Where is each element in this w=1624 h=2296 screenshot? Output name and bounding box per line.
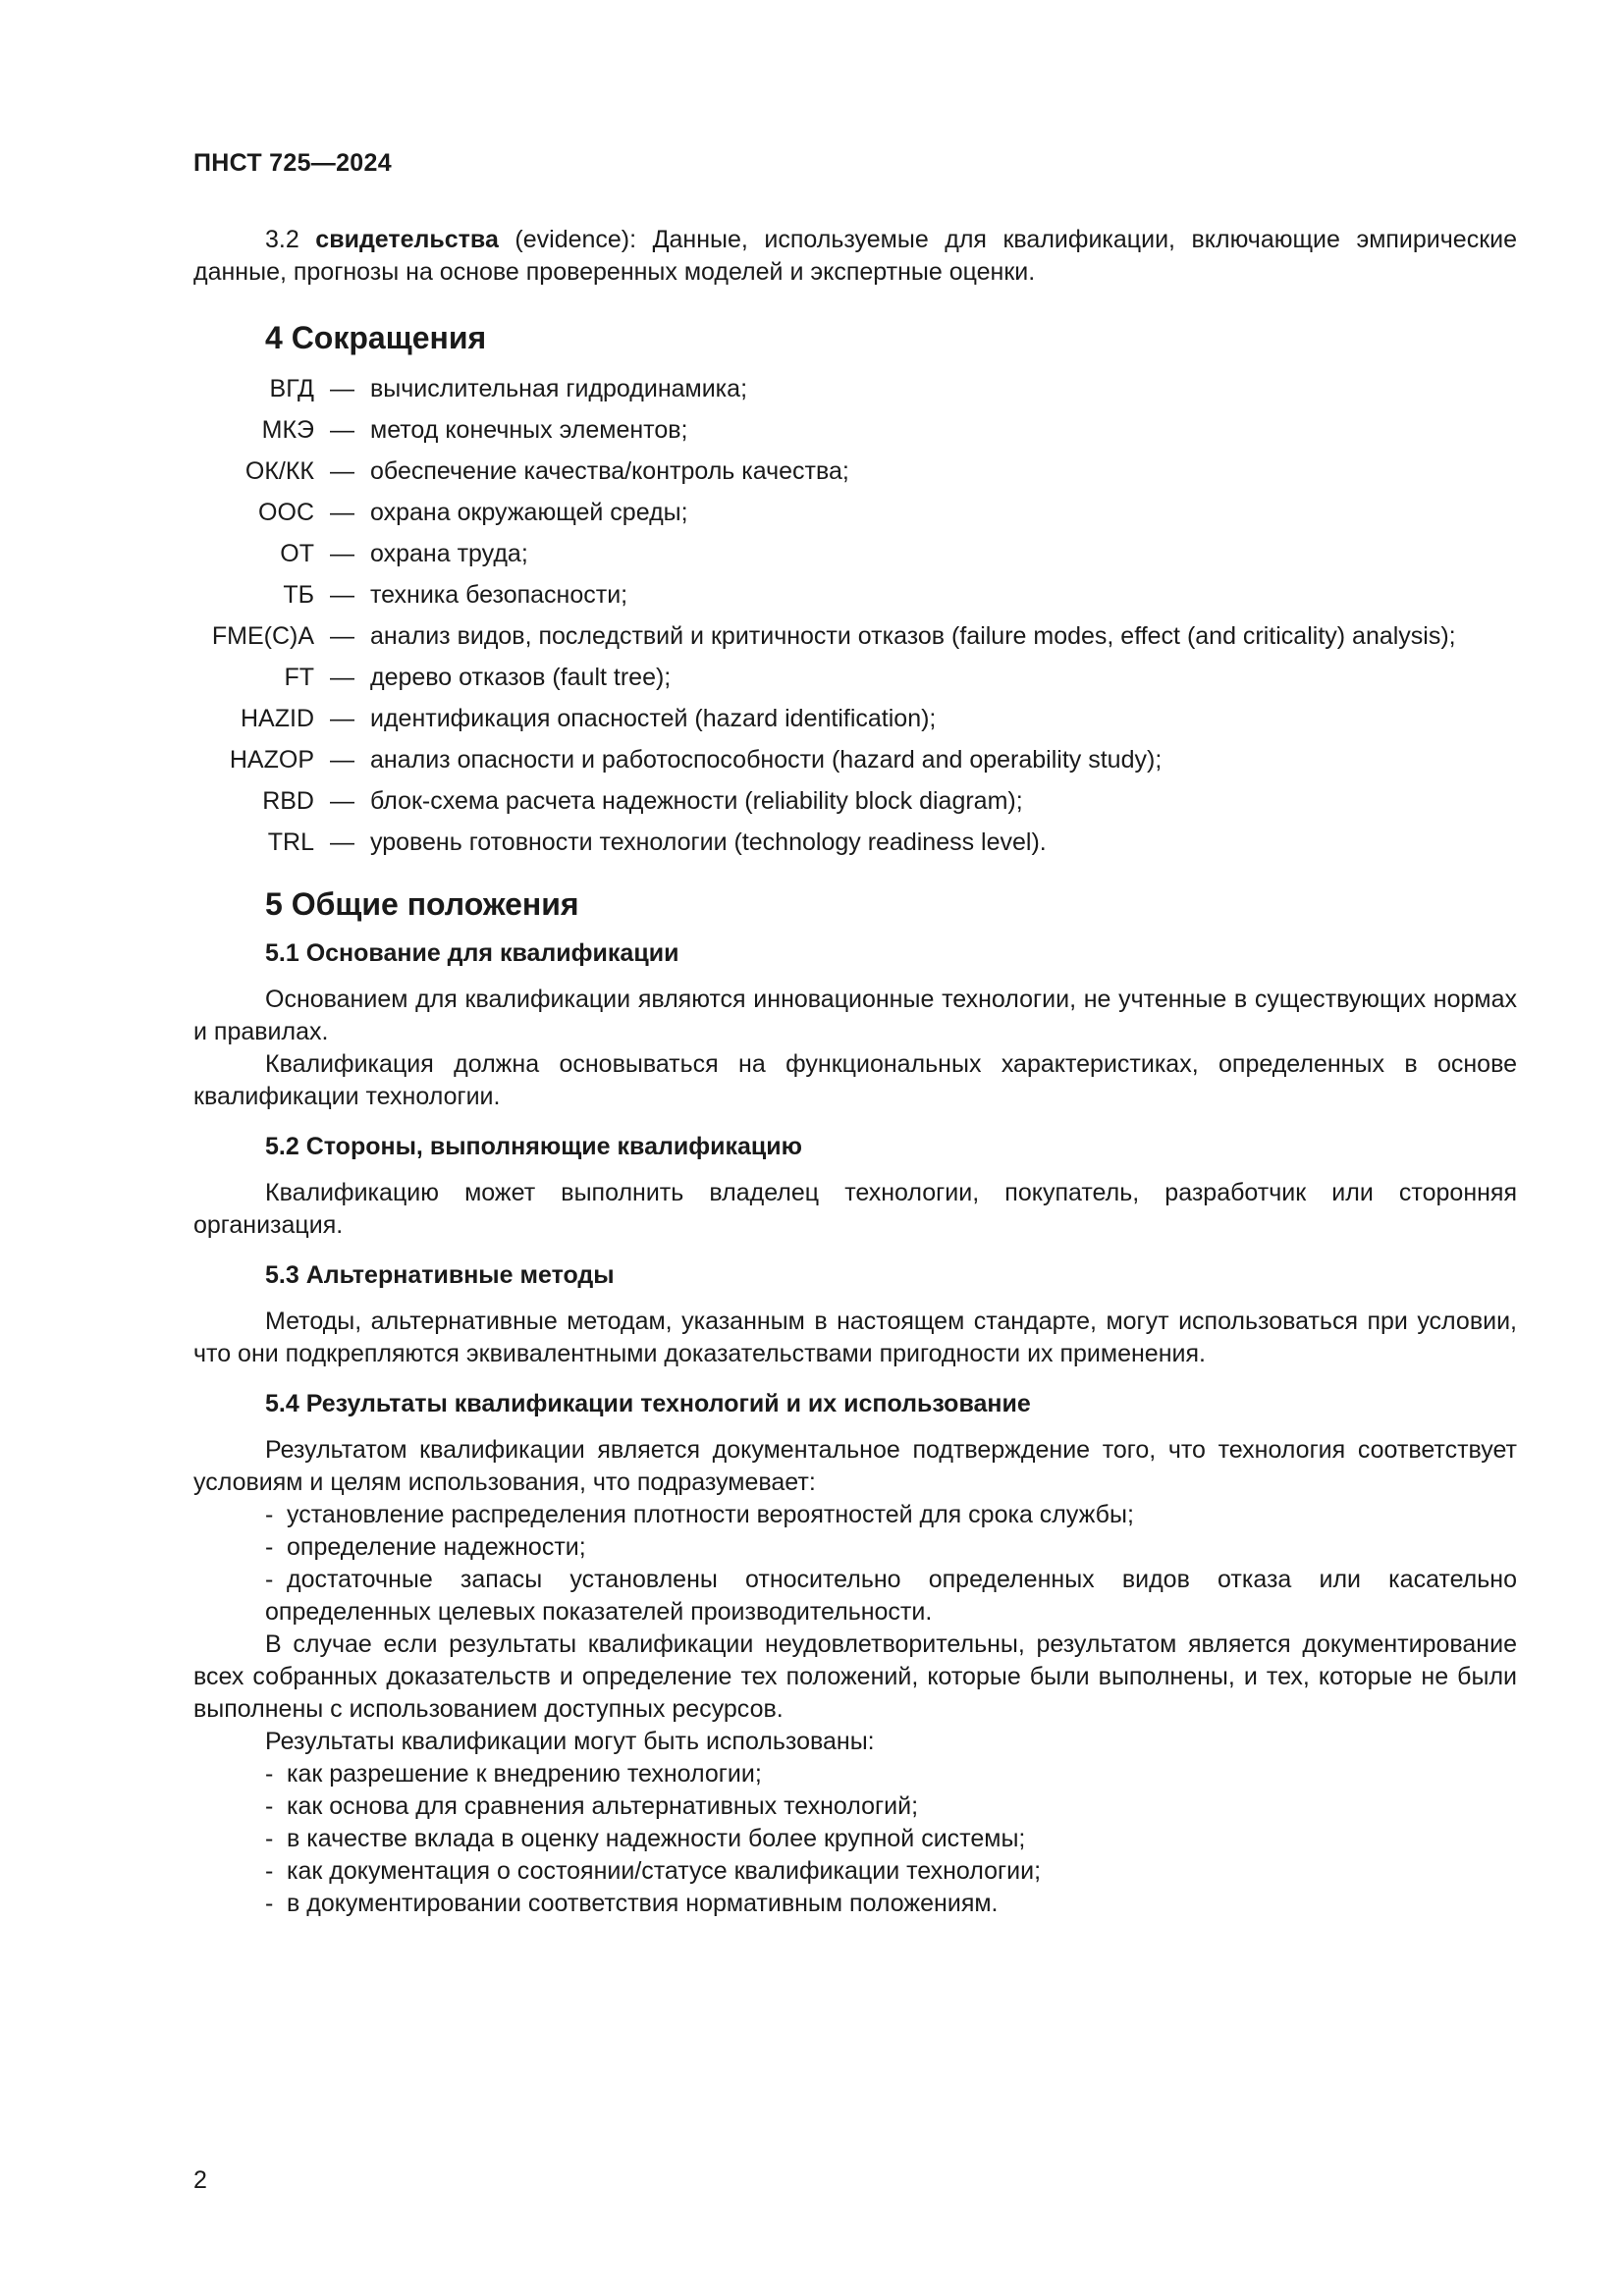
abbreviation-definition: дерево отказов (fault tree);	[370, 664, 672, 691]
list-item	[193, 1758, 1517, 1790]
list-item	[193, 1499, 1517, 1531]
abbreviation-dash: —	[330, 622, 354, 650]
list-item-text: в качестве вклада в оценку надежности более крупной системы;	[287, 1825, 1026, 1852]
list-item-text: как документация о состоянии/статусе квалификации технологии;	[287, 1857, 1042, 1885]
list-item-text: в документировании соответствия нормативным положениям.	[287, 1890, 999, 1917]
abbreviation-term: ОТ	[280, 540, 314, 567]
abbreviation-dash: —	[330, 416, 354, 444]
list-item	[193, 1888, 1517, 1920]
abbreviation-row	[193, 414, 1517, 447]
page-number: 2	[193, 2166, 207, 2194]
list-item-text: как разрешение к внедрению технологии;	[287, 1760, 762, 1788]
abbreviation-row	[193, 785, 1517, 818]
abbreviation-row	[193, 662, 1517, 694]
abbreviation-term: FT	[284, 664, 314, 691]
section-5-4-title: 5.4 Результаты квалификации технологий и их использование	[265, 1390, 1031, 1417]
bullet-marker: -	[265, 1890, 274, 1917]
abbreviation-dash: —	[330, 540, 354, 567]
abbreviation-row	[193, 827, 1517, 859]
document-header: ПНСТ 725—2024	[193, 149, 392, 177]
section-5-4-para-2: В случае если результаты квалификации неудовлетворительны, результатом является документирование всех собранных доказательств и определение тех положений, которые были выполнены, и тех, которые не были выполнены с использованием доступных ресурсов.	[193, 1630, 1517, 1723]
section-5-4-para-3: Результаты квалификации могут быть использованы:	[265, 1728, 875, 1755]
section-5-1-title: 5.1 Основание для квалификации	[265, 939, 679, 967]
abbreviation-definition: обеспечение качества/контроль качества;	[370, 457, 849, 485]
abbreviation-term: TRL	[267, 828, 314, 856]
section-5-4-bullets-1	[193, 1499, 1517, 1629]
abbreviation-dash: —	[330, 705, 354, 732]
abbreviation-term: RBD	[262, 787, 314, 815]
abbreviation-dash: —	[330, 581, 354, 609]
section-5-4-para-1: Результатом квалификации является документальное подтверждение того, что технология соответствует условиям и целям использования, что подразумевает:	[193, 1436, 1517, 1496]
abbreviation-dash: —	[330, 457, 354, 485]
abbreviation-definition: блок-схема расчета надежности (reliability block diagram);	[370, 787, 1023, 815]
section-5-2-title: 5.2 Стороны, выполняющие квалификацию	[265, 1133, 802, 1160]
bullet-marker: -	[265, 1825, 274, 1852]
bullet-marker: -	[265, 1533, 274, 1561]
abbreviation-definition: анализ опасности и работоспособности (hazard and operability study);	[370, 746, 1163, 774]
abbreviation-row	[193, 620, 1517, 653]
definition-term: свидетельства	[315, 226, 499, 253]
list-item-text: определение надежности;	[287, 1533, 586, 1561]
abbreviation-row	[193, 455, 1517, 488]
abbreviation-term: ТБ	[283, 581, 314, 609]
abbreviation-term: HAZID	[241, 705, 314, 732]
list-item	[193, 1564, 1517, 1629]
bullet-marker: -	[265, 1792, 274, 1820]
abbreviation-row	[193, 497, 1517, 529]
section-4-title: 4 Сокращения	[265, 320, 487, 355]
abbreviation-definition: охрана труда;	[370, 540, 528, 567]
section-5-title: 5 Общие положения	[265, 886, 579, 922]
section-5-2-para-1: Квалификацию может выполнить владелец технологии, покупатель, разработчик или сторонняя организация.	[193, 1179, 1517, 1239]
list-item	[193, 1823, 1517, 1855]
abbreviation-dash: —	[330, 828, 354, 856]
bullet-marker: -	[265, 1566, 274, 1593]
bullet-marker: -	[265, 1857, 274, 1885]
list-item-text: достаточные запасы установлены относительно определенных видов отказа или касательно определенных целевых показателей производительности.	[265, 1566, 1517, 1626]
abbreviation-row	[193, 579, 1517, 612]
abbreviation-dash: —	[330, 375, 354, 402]
page-content	[193, 224, 1517, 1920]
bullet-marker: -	[265, 1501, 274, 1528]
section-5-3-para-1: Методы, альтернативные методам, указанным в настоящем стандарте, могут использоваться при условии, что они подкрепляются эквивалентными доказательствами пригодности их применения.	[193, 1308, 1517, 1367]
abbreviation-definition: вычислительная гидродинамика;	[370, 375, 748, 402]
abbreviation-definition: охрана окружающей среды;	[370, 499, 688, 526]
abbreviation-row	[193, 538, 1517, 570]
abbreviation-term: ВГД	[269, 375, 314, 402]
section-5-1-para-1: Основанием для квалификации являются инновационные технологии, не учтенные в существующих нормах и правилах.	[193, 986, 1517, 1045]
list-item-text: как основа для сравнения альтернативных технологий;	[287, 1792, 919, 1820]
bullet-marker: -	[265, 1760, 274, 1788]
abbreviation-definition: идентификация опасностей (hazard identification);	[370, 705, 937, 732]
abbreviation-dash: —	[330, 499, 354, 526]
abbreviation-row	[193, 744, 1517, 776]
abbreviation-term: МКЭ	[261, 416, 314, 444]
abbreviations-list	[193, 373, 1517, 859]
abbreviation-row	[193, 373, 1517, 405]
abbreviation-term: ОК/КК	[244, 457, 314, 485]
abbreviation-dash: —	[330, 746, 354, 774]
abbreviation-term: HAZOP	[229, 746, 314, 774]
section-5-3-title: 5.3 Альтернативные методы	[265, 1261, 615, 1289]
abbreviation-definition: анализ видов, последствий и критичности отказов (failure modes, effect (and criticality) analysis);	[370, 622, 1456, 650]
section-5-1-para-2: Квалификация должна основываться на функциональных характеристиках, определенных в основе квалификации технологии.	[193, 1050, 1517, 1110]
definition-3-2	[193, 224, 1517, 289]
abbreviation-dash: —	[330, 664, 354, 691]
abbreviation-definition: уровень готовности технологии (technology readiness level).	[370, 828, 1047, 856]
abbreviation-row	[193, 703, 1517, 735]
definition-number: 3.2	[265, 226, 299, 253]
list-item	[193, 1790, 1517, 1823]
abbreviation-term: ООС	[258, 499, 314, 526]
abbreviation-dash: —	[330, 787, 354, 815]
list-item	[193, 1855, 1517, 1888]
list-item-text: установление распределения плотности вероятностей для срока службы;	[287, 1501, 1134, 1528]
abbreviation-definition: метод конечных элементов;	[370, 416, 688, 444]
section-5-4-bullets-2	[193, 1758, 1517, 1920]
definition-text: (evidence): Данные, используемые для квалификации, включающие эмпирические данные, прогнозы на основе проверенных моделей и экспертные оценки.	[193, 226, 1517, 286]
abbreviation-definition: техника безопасности;	[370, 581, 628, 609]
abbreviation-term: FME(C)A	[211, 622, 314, 650]
list-item	[193, 1531, 1517, 1564]
